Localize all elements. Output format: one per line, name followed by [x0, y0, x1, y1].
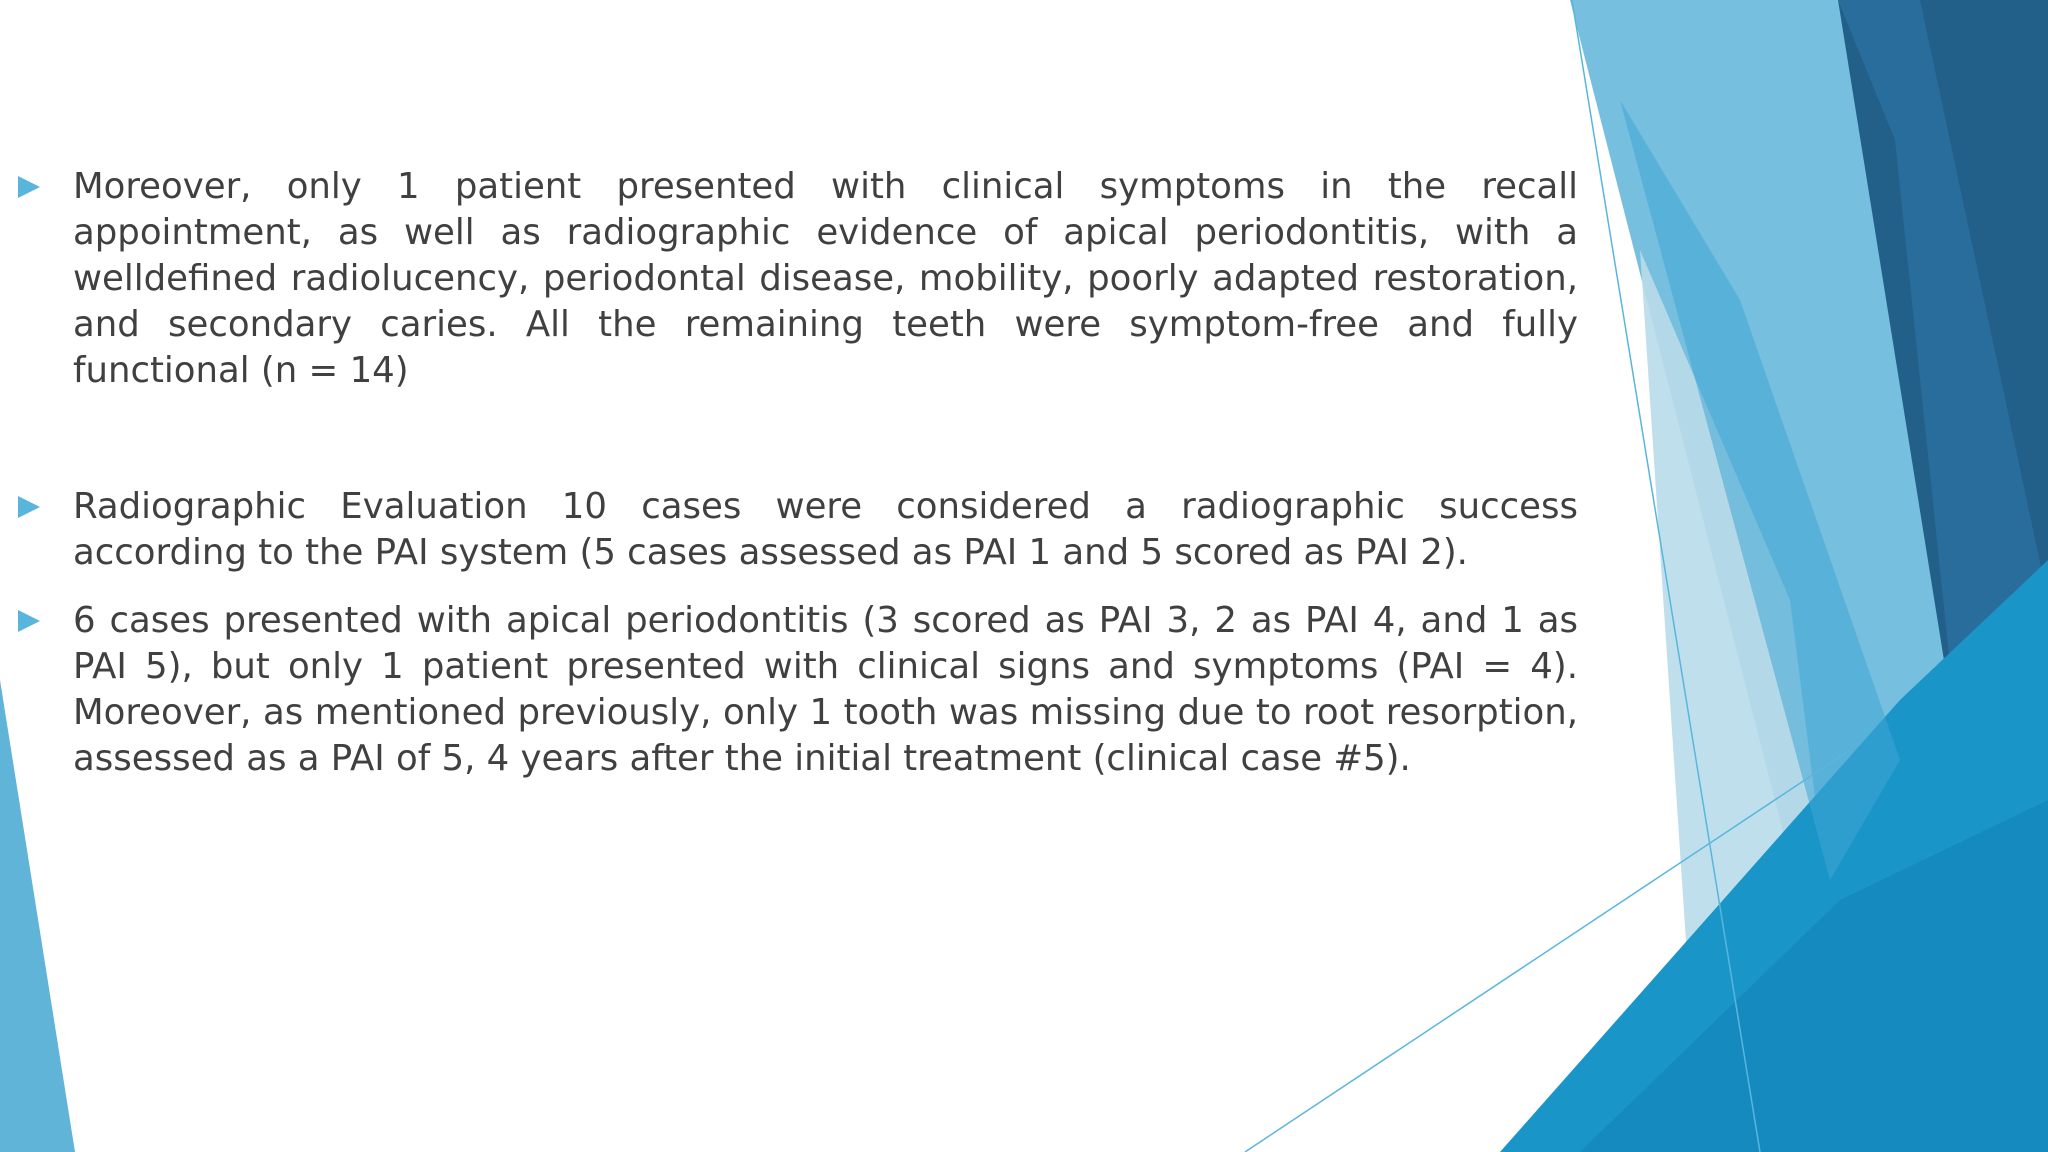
slide-content [18, 164, 1578, 782]
bullet-text: Radiographic Evaluation 10 cases were considered a radiographic success according to the PAI system (5 cases assessed as PAI 1 and 5 scored as PAI 2). [73, 486, 1578, 573]
bullet-triangle-icon [18, 610, 40, 632]
bullet-triangle-icon [18, 496, 40, 518]
bullet-item [18, 598, 1578, 782]
bullet-triangle-icon [18, 176, 40, 198]
bullet-text: Moreover, only 1 patient presented with clinical symptoms in the recall appointment, as well as radiographic evidence of apical periodontitis, with a welldefined radiolucency, periodontal disease, mobility, poorly adapted restoration, and secondary caries. All the remaining teeth were symptom-free and fully functional (n = 14) [73, 166, 1578, 391]
bullet-text: 6 cases presented with apical periodontitis (3 scored as PAI 3, 2 as PAI 4, and 1 as PAI 5), but only 1 patient presented with clinical signs and symptoms (PAI = 4). Moreover, as mentioned previously, only 1 tooth was missing due to root resorption, assessed as a PAI of 5, 4 years after the initial treatment (clinical case #5). [73, 600, 1578, 779]
bullet-item [18, 484, 1578, 576]
bullet-item [18, 164, 1578, 394]
